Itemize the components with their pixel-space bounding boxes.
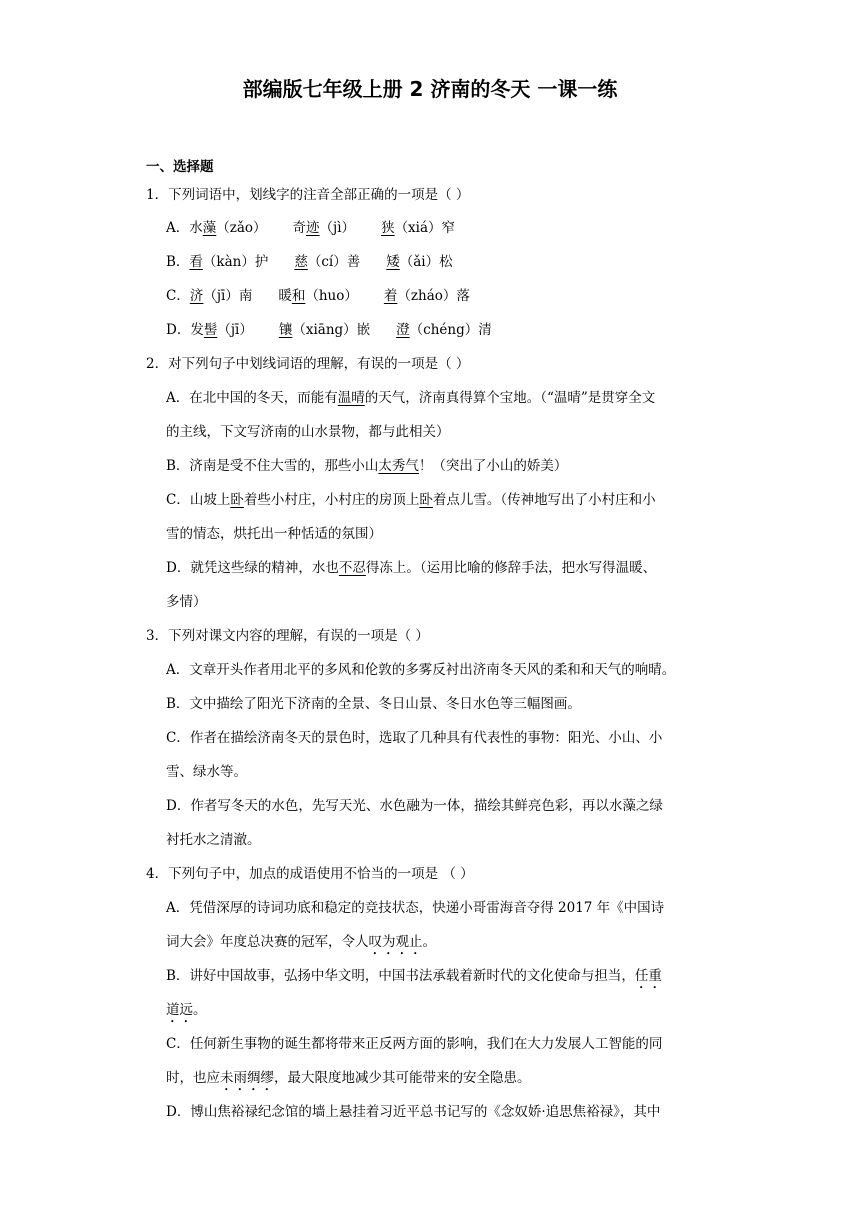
question-4-stem: 4．下列句子中，加点的成语使用不恰当的一项是 （ ）	[146, 866, 474, 882]
q2-option-d-cont: 多情）	[166, 594, 207, 610]
q4-option-a: A．凭借深厚的诗词功底和稳定的竞技状态，快递小哥雷海音夺得 2017 年《中国诗	[166, 900, 665, 916]
q4-option-c-cont: 时，也应未雨绸缪，最大限度地减少其可能带来的安全隐患。	[166, 1070, 531, 1086]
q3-option-d: D．作者写冬天的水色，先写天光、水色融为一体，描绘其鲜亮色彩，再以水藻之绿	[166, 798, 663, 814]
q3-option-d-cont: 衬托水之清澈。	[166, 832, 261, 848]
q4-option-d: D．博山焦裕禄纪念馆的墙上悬挂着习近平总书记写的《念奴娇·追思焦裕禄》，其中	[166, 1104, 661, 1120]
question-2-stem: 2．对下列句子中划线词语的理解，有误的一项是（ ）	[146, 356, 470, 372]
question-1-stem: 1．下列词语中，划线字的注音全部正确的一项是（ ）	[146, 187, 470, 203]
q1-option-a: A．水藻（zǎo） 奇迹（jì） 狭（xiá）窄	[166, 220, 456, 236]
q1-option-b: B．看（kàn）护 慈（cí）善 矮（ǎi）松	[166, 254, 453, 270]
q3-option-a: A．文章开头作者用北平的多风和伦敦的多雾反衬出济南冬天风的柔和和天气的响晴。	[166, 662, 676, 678]
q4-option-b-cont: 道远。	[166, 1002, 207, 1018]
section-heading: 一、选择题	[146, 159, 214, 175]
question-3-stem: 3．下列对课文内容的理解，有误的一项是（ ）	[146, 628, 429, 644]
page-title: 部编版七年级上册 2 济南的冬天 一课一练	[242, 77, 618, 101]
q4-option-b: B．讲好中国故事，弘扬中华文明，中国书法承载着新时代的文化使命与担当，任重	[166, 968, 662, 984]
q2-option-c: C．山坡上卧着些小村庄，小村庄的房顶上卧着点儿雪。（传神地写出了小村庄和小	[166, 492, 656, 508]
q1-option-d: D．发髻（jī） 镶（xiāng）嵌 澄（chéng）清	[166, 322, 492, 338]
q3-option-c: C．作者在描绘济南冬天的景色时，选取了几种具有代表性的事物：阳光、小山、小	[166, 730, 663, 746]
q4-option-a-cont: 词大会》年度总决赛的冠军，令人叹为观止。	[166, 934, 436, 950]
q3-option-b: B．文中描绘了阳光下济南的全景、冬日山景、冬日水色等三幅图画。	[166, 696, 581, 712]
q2-option-a-cont: 的主线，下文写济南的山水景物，都与此相关）	[166, 424, 450, 440]
q2-option-a: A．在北中国的冬天，而能有温晴的天气，济南真得算个宝地。（“温晴”是贯穿全文	[166, 390, 656, 406]
q3-option-c-cont: 雪、绿水等。	[166, 764, 247, 780]
q2-option-b: B．济南是受不住大雪的，那些小山太秀气！（突出了小山的娇美）	[166, 458, 568, 474]
q1-option-c: C．济（jī）南 暖和（huo） 着（zháo）落	[166, 288, 470, 304]
q4-option-c: C．任何新生事物的诞生都将带来正反两方面的影响，我们在大力发展人工智能的同	[166, 1036, 663, 1052]
q2-option-d: D．就凭这些绿的精神，水也不忍得冻上。（运用比喻的修辞手法，把水写得温暖、	[166, 560, 657, 576]
q2-option-c-cont: 雪的情态，烘托出一种恬适的氛围）	[166, 526, 382, 542]
